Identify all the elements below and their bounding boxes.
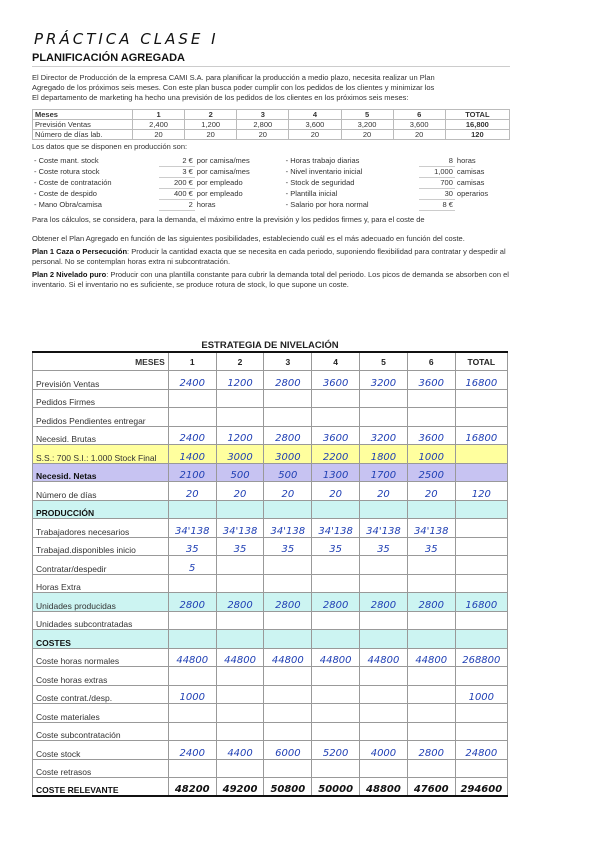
strategy-row — [33, 537, 508, 556]
month-value-cell: 44800 — [264, 648, 312, 667]
forecast-row — [33, 130, 510, 140]
row-label: Coste stock — [33, 741, 169, 760]
forecast-header-cell: 6 — [393, 110, 445, 120]
month-value-cell — [312, 704, 360, 723]
strategy-row — [33, 611, 508, 630]
param-cell: - Horas trabajo diarias — [285, 156, 360, 165]
month-value-cell — [168, 611, 216, 630]
strategy-row — [33, 778, 508, 797]
plan-1-label: Plan 1 Caza o Persecución — [32, 246, 128, 256]
param-cell: 3 € — [159, 166, 195, 177]
row-label: Necesid. Netas — [33, 463, 169, 482]
month-value-cell — [312, 630, 360, 649]
month-value-cell: 44800 — [168, 648, 216, 667]
month-value-cell — [216, 389, 264, 408]
month-value-cell — [264, 389, 312, 408]
month-value-cell — [216, 500, 264, 519]
strategy-row — [33, 445, 508, 464]
month-value-cell — [264, 704, 312, 723]
strategy-row — [33, 556, 508, 575]
month-value-cell: 5200 — [312, 741, 360, 760]
month-value-cell — [312, 574, 360, 593]
strategy-title: ESTRATEGIA DE NIVELACIÓN — [33, 334, 508, 352]
forecast-header-cell: 4 — [289, 110, 341, 120]
forecast-header-cell: 2 — [185, 110, 237, 120]
total-value-cell — [455, 445, 507, 464]
row-label: Pedidos Pendientes entregar — [33, 408, 169, 427]
month-value-cell: 3600 — [312, 371, 360, 390]
month-value-cell: 35 — [216, 537, 264, 556]
month-value-cell: 44800 — [360, 648, 408, 667]
month-value-cell: 20 — [360, 482, 408, 501]
month-value-cell — [407, 574, 455, 593]
total-value-cell — [455, 611, 507, 630]
forecast-header-cell: 3 — [237, 110, 289, 120]
forecast-row — [33, 120, 510, 130]
param-cell: 200 € — [159, 177, 195, 188]
param-cell: 8 — [419, 155, 455, 166]
strategy-row — [33, 371, 508, 390]
month-value-cell: 50800 — [264, 778, 312, 797]
month-value-cell — [264, 630, 312, 649]
month-value-cell — [216, 685, 264, 704]
strategy-row — [33, 667, 508, 686]
row-label: Coste subcontratación — [33, 722, 169, 741]
month-value-cell: 34'138 — [168, 519, 216, 538]
row-label: Necesid. Brutas — [33, 426, 169, 445]
month-value-cell — [407, 611, 455, 630]
strategy-row — [33, 759, 508, 778]
month-value-cell — [360, 667, 408, 686]
month-value-cell — [168, 722, 216, 741]
month-value-cell: 34'138 — [360, 519, 408, 538]
forecast-header-cell: TOTAL — [445, 110, 509, 120]
row-label: Contratar/despedir — [33, 556, 169, 575]
param-cell: horas — [456, 156, 476, 165]
params-table — [32, 155, 510, 211]
month-value-cell — [168, 667, 216, 686]
param-cell: 30 — [419, 188, 455, 199]
month-value-cell: 1300 — [312, 463, 360, 482]
param-cell: - Coste mant. stock — [34, 156, 99, 165]
param-cell: por camisa/mes — [196, 167, 250, 176]
param-cell: - Nivel inventario inicial — [285, 167, 363, 176]
strategy-row — [33, 630, 508, 649]
month-value-cell — [168, 408, 216, 427]
month-header: 3 — [264, 352, 312, 371]
month-value-cell — [216, 408, 264, 427]
month-value-cell: 44800 — [407, 648, 455, 667]
month-header: 6 — [407, 352, 455, 371]
param-row — [32, 199, 510, 210]
strategy-row — [33, 685, 508, 704]
month-value-cell — [216, 704, 264, 723]
month-value-cell — [216, 556, 264, 575]
row-label: Coste contrat./desp. — [33, 685, 169, 704]
forecast-cell: 1,200 — [185, 120, 237, 130]
month-value-cell: 1000 — [407, 445, 455, 464]
param-cell: por empleado — [196, 178, 243, 187]
total-value-cell — [455, 519, 507, 538]
month-value-cell — [168, 630, 216, 649]
total-value-cell — [455, 500, 507, 519]
month-value-cell: 3600 — [407, 426, 455, 445]
param-cell: 400 € — [159, 188, 195, 199]
month-value-cell: 49200 — [216, 778, 264, 797]
sheet-title: PLANIFICACIÓN AGREGADA — [32, 50, 510, 67]
param-row — [32, 188, 510, 199]
plan-2 — [32, 270, 510, 290]
month-value-cell — [216, 611, 264, 630]
strategy-row — [33, 426, 508, 445]
param-row — [32, 155, 510, 166]
month-value-cell — [312, 667, 360, 686]
month-value-cell: 2800 — [264, 371, 312, 390]
row-label: PRODUCCIÓN — [33, 500, 169, 519]
month-value-cell: 44800 — [216, 648, 264, 667]
month-value-cell — [264, 759, 312, 778]
forecast-header-cell: 5 — [341, 110, 393, 120]
row-label: Trabajadores necesarios — [33, 519, 169, 538]
forecast-cell: 3,600 — [289, 120, 341, 130]
problem-statement — [32, 50, 510, 290]
strategy-row — [33, 519, 508, 538]
month-value-cell — [407, 630, 455, 649]
total-value-cell — [455, 704, 507, 723]
month-value-cell: 2100 — [168, 463, 216, 482]
month-value-cell — [407, 408, 455, 427]
month-value-cell — [312, 389, 360, 408]
month-value-cell — [264, 500, 312, 519]
param-cell — [455, 199, 510, 210]
month-value-cell — [360, 500, 408, 519]
month-value-cell: 2400 — [168, 426, 216, 445]
month-header: 4 — [312, 352, 360, 371]
month-value-cell: 47600 — [407, 778, 455, 797]
month-value-cell — [168, 704, 216, 723]
row-label: Horas Extra — [33, 574, 169, 593]
forecast-cell: Previsión Ventas — [33, 120, 133, 130]
month-value-cell — [360, 704, 408, 723]
month-value-cell: 35 — [264, 537, 312, 556]
month-value-cell: 3600 — [312, 426, 360, 445]
data-intro: Los datos que se disponen en producción son: — [32, 142, 188, 151]
row-label: Coste horas extras — [33, 667, 169, 686]
month-value-cell: 3200 — [360, 426, 408, 445]
total-value-cell: 1000 — [455, 685, 507, 704]
month-value-cell — [312, 722, 360, 741]
strategy-table — [32, 334, 508, 797]
intro-line: El departamento de marketing ha hecho una previsión de los pedidos de los clientes en los próximos seis meses: — [32, 93, 409, 102]
month-value-cell — [312, 556, 360, 575]
strategy-row — [33, 482, 508, 501]
strategy-row — [33, 463, 508, 482]
month-value-cell — [360, 556, 408, 575]
month-value-cell — [360, 611, 408, 630]
month-value-cell: 44800 — [312, 648, 360, 667]
month-value-cell — [407, 667, 455, 686]
param-cell: 700 — [419, 177, 455, 188]
month-value-cell: 2500 — [407, 463, 455, 482]
month-value-cell: 2800 — [407, 741, 455, 760]
row-label: Unidades producidas — [33, 593, 169, 612]
month-value-cell — [360, 408, 408, 427]
total-value-cell — [455, 759, 507, 778]
row-label: Coste retrasos — [33, 759, 169, 778]
forecast-cell: 20 — [289, 130, 341, 140]
month-value-cell — [407, 685, 455, 704]
month-value-cell — [407, 500, 455, 519]
month-value-cell: 3000 — [264, 445, 312, 464]
handwritten-title: PRÁCTICA CLASE I — [34, 30, 219, 48]
param-cell: - Stock de seguridad — [285, 178, 355, 187]
forecast-cell: 20 — [185, 130, 237, 140]
month-value-cell: 34'138 — [312, 519, 360, 538]
strategy-row — [33, 704, 508, 723]
strategy-sheet — [32, 334, 508, 797]
forecast-cell: 2,800 — [237, 120, 289, 130]
param-cell: 8 € — [419, 199, 455, 210]
forecast-cell: 20 — [237, 130, 289, 140]
month-value-cell: 2800 — [168, 593, 216, 612]
total-value-cell — [455, 556, 507, 575]
total-value-cell: 268800 — [455, 648, 507, 667]
param-cell: - Mano Obra/camisa — [34, 200, 102, 209]
forecast-cell: 3,200 — [341, 120, 393, 130]
month-value-cell: 20 — [216, 482, 264, 501]
month-value-cell — [407, 389, 455, 408]
month-value-cell: 20 — [168, 482, 216, 501]
param-cell: - Coste rotura stock — [34, 167, 100, 176]
month-value-cell: 500 — [216, 463, 264, 482]
month-value-cell: 48800 — [360, 778, 408, 797]
param-cell: camisas — [456, 178, 485, 187]
month-value-cell — [360, 722, 408, 741]
month-value-cell — [168, 389, 216, 408]
total-value-cell: 16800 — [455, 371, 507, 390]
strategy-row — [33, 500, 508, 519]
forecast-cell: 20 — [393, 130, 445, 140]
row-label: COSTE RELEVANTE — [33, 778, 169, 797]
row-label: Previsión Ventas — [33, 371, 169, 390]
total-value-cell — [455, 574, 507, 593]
param-row — [32, 177, 510, 188]
forecast-cell: 120 — [445, 130, 509, 140]
month-header: 2 — [216, 352, 264, 371]
calc-note: Para los cálculos, se considera, para la demanda, el máximo entre la previsión y los pedidos firmes y, para el coste de — [32, 214, 425, 224]
months-label: MESES — [33, 352, 169, 371]
month-value-cell: 35 — [312, 537, 360, 556]
month-value-cell — [264, 408, 312, 427]
param-cell: 2 € — [159, 155, 195, 166]
intro-line: El Director de Producción de la empresa CAMI S.A. para planificar la producción a medio plazo, necesita realizar un Plan — [32, 73, 435, 82]
month-value-cell: 2800 — [360, 593, 408, 612]
param-row — [32, 166, 510, 177]
month-value-cell — [407, 704, 455, 723]
month-header: 1 — [168, 352, 216, 371]
month-value-cell — [312, 685, 360, 704]
row-label: Trabajad.disponibles inicio — [33, 537, 169, 556]
month-value-cell: 35 — [360, 537, 408, 556]
month-value-cell — [264, 556, 312, 575]
month-value-cell — [216, 759, 264, 778]
month-value-cell — [216, 630, 264, 649]
plan-1 — [32, 247, 510, 267]
month-value-cell — [360, 389, 408, 408]
strategy-row — [33, 648, 508, 667]
row-label: Coste materiales — [33, 704, 169, 723]
strategy-row — [33, 574, 508, 593]
month-value-cell: 20 — [407, 482, 455, 501]
month-value-cell: 20 — [264, 482, 312, 501]
month-value-cell: 1700 — [360, 463, 408, 482]
month-header: 5 — [360, 352, 408, 371]
month-value-cell — [264, 667, 312, 686]
forecast-header-row — [33, 110, 510, 120]
months-header-row — [33, 352, 508, 371]
param-cell: 1,000 — [419, 166, 455, 177]
row-label: Coste horas normales — [33, 648, 169, 667]
forecast-header-cell: Meses — [33, 110, 133, 120]
total-header: TOTAL — [455, 352, 507, 371]
month-value-cell: 4000 — [360, 741, 408, 760]
month-value-cell — [360, 759, 408, 778]
month-value-cell — [264, 611, 312, 630]
param-cell: por empleado — [196, 189, 243, 198]
month-value-cell — [407, 556, 455, 575]
month-value-cell — [264, 722, 312, 741]
month-value-cell — [312, 408, 360, 427]
strategy-row — [33, 741, 508, 760]
month-value-cell: 48200 — [168, 778, 216, 797]
param-cell: - Coste de despido — [34, 189, 97, 198]
forecast-table — [32, 109, 510, 140]
month-value-cell — [312, 759, 360, 778]
strategy-row — [33, 408, 508, 427]
month-value-cell: 3200 — [360, 371, 408, 390]
intro-line: Agregado de los próximos seis meses. Con este plan busca poder cumplir con los pedidos de los clientes y minimizar los — [32, 83, 435, 92]
forecast-cell: 3,600 — [393, 120, 445, 130]
month-value-cell: 1400 — [168, 445, 216, 464]
month-value-cell: 500 — [264, 463, 312, 482]
month-value-cell: 34'138 — [264, 519, 312, 538]
month-value-cell: 2800 — [312, 593, 360, 612]
month-value-cell: 34'138 — [216, 519, 264, 538]
month-value-cell: 4400 — [216, 741, 264, 760]
month-value-cell: 3600 — [407, 371, 455, 390]
total-value-cell — [455, 630, 507, 649]
month-value-cell: 2200 — [312, 445, 360, 464]
total-value-cell: 294600 — [455, 778, 507, 797]
plan-1-text: : Producir la cantidad exacta que se necesita en cada periodo, suponiendo flexibilidad para contratar y despedir al personal. No se contemplan horas extra ni subcontratación. — [32, 246, 506, 266]
total-value-cell — [455, 722, 507, 741]
row-label: Pedidos Firmes — [33, 389, 169, 408]
forecast-cell: Número de días lab. — [33, 130, 133, 140]
total-value-cell — [455, 463, 507, 482]
month-value-cell — [216, 722, 264, 741]
month-value-cell: 35 — [407, 537, 455, 556]
month-value-cell: 5 — [168, 556, 216, 575]
month-value-cell: 2800 — [216, 593, 264, 612]
param-cell: - Coste de contratación — [34, 178, 112, 187]
param-cell: 2 — [159, 199, 195, 210]
strategy-title-row — [33, 334, 508, 352]
month-value-cell — [216, 574, 264, 593]
total-value-cell: 16800 — [455, 593, 507, 612]
total-value-cell — [455, 389, 507, 408]
month-value-cell: 3000 — [216, 445, 264, 464]
month-value-cell — [312, 611, 360, 630]
month-value-cell — [264, 685, 312, 704]
row-label: Número de días — [33, 482, 169, 501]
month-value-cell — [168, 574, 216, 593]
forecast-cell: 2,400 — [133, 120, 185, 130]
param-cell: camisas — [456, 167, 485, 176]
month-value-cell — [264, 574, 312, 593]
month-value-cell — [360, 685, 408, 704]
month-value-cell: 2800 — [264, 593, 312, 612]
total-value-cell: 16800 — [455, 426, 507, 445]
month-value-cell — [360, 630, 408, 649]
month-value-cell: 2800 — [264, 426, 312, 445]
forecast-cell: 20 — [341, 130, 393, 140]
param-cell: por camisa/mes — [196, 156, 250, 165]
plan-2-text: : Producir con una plantilla constante para cubrir la demanda total del periodo. Los picos de demanda se absorben con el inventario. Si el inventario no es suficiente, se produce rotura de stock, lo que supone un coste. — [32, 269, 509, 289]
objective: Obtener el Plan Agregado en función de las siguientes posibilidades, estableciendo cuál es el más adecuado en función del coste. — [32, 233, 465, 243]
param-cell: - Plantilla inicial — [285, 189, 338, 198]
month-value-cell — [407, 759, 455, 778]
row-label: S.S.: 700 S.I.: 1.000 Stock Final — [33, 445, 169, 464]
plan-2-label: Plan 2 Nivelado puro — [32, 269, 107, 279]
month-value-cell: 35 — [168, 537, 216, 556]
forecast-header-cell: 1 — [133, 110, 185, 120]
month-value-cell: 6000 — [264, 741, 312, 760]
month-value-cell: 2800 — [407, 593, 455, 612]
total-value-cell — [455, 408, 507, 427]
total-value-cell: 24800 — [455, 741, 507, 760]
month-value-cell — [216, 667, 264, 686]
month-value-cell: 2400 — [168, 371, 216, 390]
month-value-cell: 2400 — [168, 741, 216, 760]
row-label: Unidades subcontratadas — [33, 611, 169, 630]
month-value-cell: 34'138 — [407, 519, 455, 538]
param-cell: - Salario por hora normal — [285, 200, 369, 209]
strategy-row — [33, 722, 508, 741]
month-value-cell: 1200 — [216, 426, 264, 445]
total-value-cell — [455, 667, 507, 686]
month-value-cell: 50000 — [312, 778, 360, 797]
month-value-cell: 20 — [312, 482, 360, 501]
param-cell: horas — [196, 200, 216, 209]
month-value-cell: 1800 — [360, 445, 408, 464]
strategy-row — [33, 389, 508, 408]
forecast-cell: 20 — [133, 130, 185, 140]
month-value-cell: 1000 — [168, 685, 216, 704]
row-label: COSTES — [33, 630, 169, 649]
total-value-cell — [455, 537, 507, 556]
param-cell: operarios — [456, 189, 489, 198]
strategy-row — [33, 593, 508, 612]
month-value-cell — [360, 574, 408, 593]
month-value-cell — [168, 759, 216, 778]
month-value-cell: 1200 — [216, 371, 264, 390]
month-value-cell — [407, 722, 455, 741]
forecast-cell: 16,800 — [445, 120, 509, 130]
month-value-cell — [168, 500, 216, 519]
total-value-cell: 120 — [455, 482, 507, 501]
month-value-cell — [312, 500, 360, 519]
